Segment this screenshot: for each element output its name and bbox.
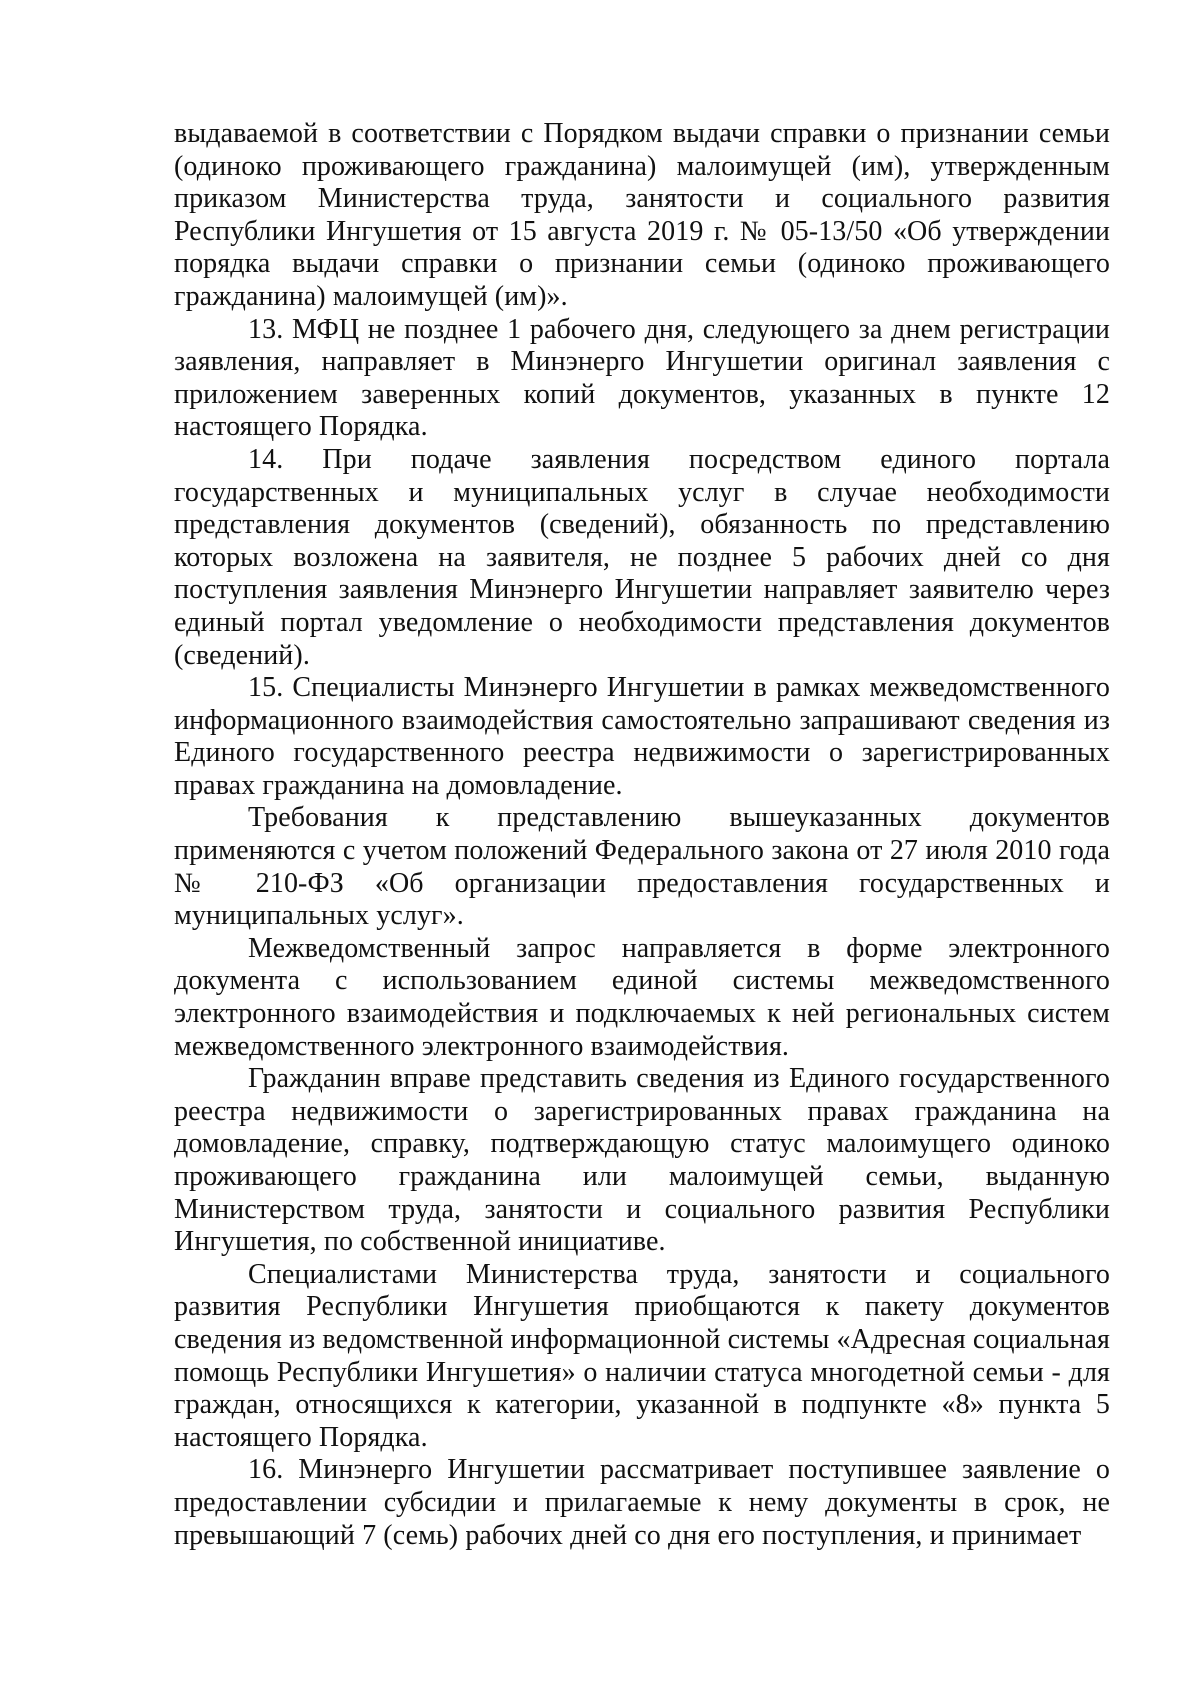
paragraph-requirements: Требования к представлению вышеуказанных документов применяются с учетом положений Федерального закона от 27 июля 2010 года № 210-ФЗ «Об организации предоставления государственных и муниципальных услуг». — [174, 802, 1110, 932]
paragraph-continuation: выдаваемой в соответствии с Порядком выдачи справки о признании семьи (одиноко проживающего гражданина) малоимущей (им), утвержденным приказом Министерства труда, занятости и социального развития Республики Ингушетия от 15 августа 2019 г. № 05-13/50 «Об утверждении порядка выдачи справки о признании семьи (одиноко проживающего гражданина) малоимущей (им)». — [174, 118, 1110, 312]
paragraph-citizen-right: Гражданин вправе представить сведения из Единого государственного реестра недвижимости о зарегистрированных правах гражданина на домовладение, справку, подтверждающую статус малоимущего одиноко проживающего гражданина или малоимущей семьи, выданную Министерством труда, занятости и социального развития Республики Ингушетия, по собственной инициативе. — [174, 1063, 1110, 1258]
paragraph-item-14: 14. При подаче заявления посредством единого портала государственных и муниципальных услуг в случае необходимости представления документов (сведений), обязанность по представлению которых возложена на заявителя, не позднее 5 рабочих дней со дня поступления заявления Минэнерго Ингушетии направляет заявителю через единый портал уведомление о необходимости представления документов (сведений). — [174, 443, 1110, 671]
document-body — [174, 118, 1110, 1552]
paragraph-interagency-request: Межведомственный запрос направляется в форме электронного документа с использованием единой системы межведомственного электронного взаимодействия и подключаемых к ней региональных систем межведомственного электронного взаимодействия. — [174, 932, 1110, 1062]
paragraph-item-16: 16. Минэнерго Ингушетии рассматривает поступившее заявление о предоставлении субсидии и прилагаемые к нему документы в срок, не превышающий 7 (семь) рабочих дней со дня его поступления, и принимает — [174, 1454, 1110, 1551]
paragraph-ministry-specialists: Специалистами Министерства труда, занятости и социального развития Республики Ингушетия приобщаются к пакету документов сведения из ведомственной информационной системы «Адресная социальная помощь Республики Ингушетия» о наличии статуса многодетной семьи - для граждан, относящихся к категории, указанной в подпункте «8» пункта 5 настоящего Порядка. — [174, 1258, 1110, 1453]
paragraph-item-13: 13. МФЦ не позднее 1 рабочего дня, следующего за днем регистрации заявления, направляет в Минэнерго Ингушетии оригинал заявления с приложением заверенных копий документов, указанных в пункте 12 настоящего Порядка. — [174, 313, 1110, 443]
paragraph-item-15: 15. Специалисты Минэнерго Ингушетии в рамках межведомственного информационного взаимодействия самостоятельно запрашивают сведения из Единого государственного реестра недвижимости о зарегистрированных правах гражданина на домовладение. — [174, 672, 1110, 801]
